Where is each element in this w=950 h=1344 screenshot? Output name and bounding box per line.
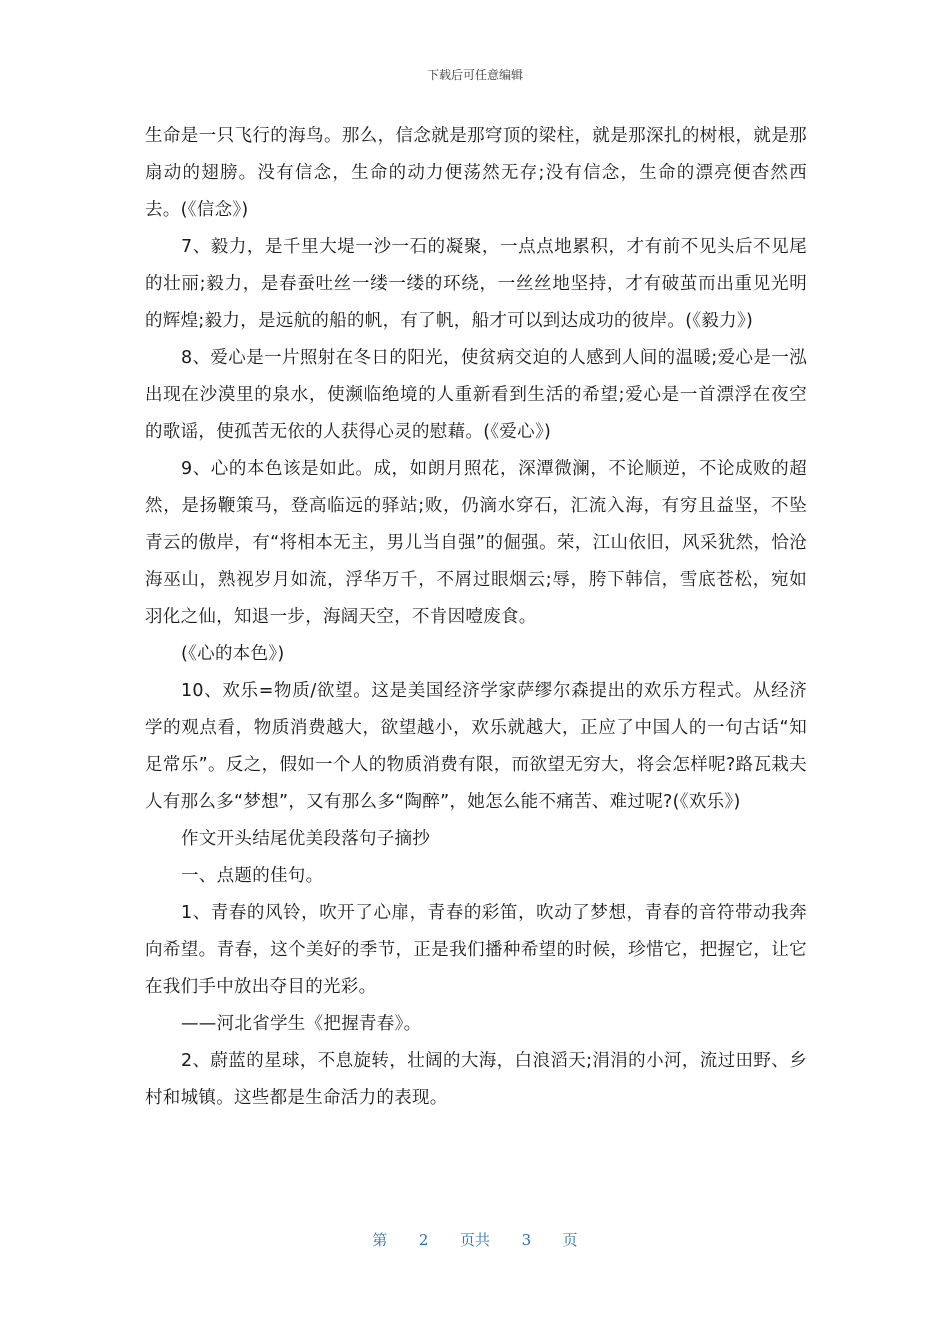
- paragraph-qingchun-source: ——河北省学生《把握青春》。: [181, 1014, 422, 1034]
- paragraph-xingqiu: 2、蔚蓝的星球，不息旋转，壮阔的大海，白浪滔天;涓涓的小河，流过田野、乡村和城镇。这些都是生命活力的表现。: [145, 1051, 807, 1108]
- paragraph-yili: 7、毅力，是千里大堤一沙一石的凝聚，一点点地累积，才有前不见头后不见尾的壮丽;毅力，是春蚕吐丝一缕一缕的环绕，一丝丝地坚持，才有破茧而出重见光明的辉煌;毅力，是远航的船的帆，有了帆，船才可以到达成功的彼岸。(《毅力》): [145, 237, 807, 331]
- paragraph-xin-de-bense: 9、心的本色该是如此。成，如朗月照花，深潭微澜，不论顺逆，不论成败的超然，是扬鞭策马，登高临远的驿站;败，仍滴水穿石，汇流入海，有穷且益坚，不坠青云的傲岸，有“将相本无主，男儿当自强”的倔强。荣，江山依旧，风采犹然，恰沧海巫山，熟视岁月如流，浮华万千，不屑过眼烟云;辱，胯下韩信，雪底苍松，宛如羽化之仙，知退一步，海阔天空，不肯因噎废食。: [145, 459, 807, 627]
- paragraph-aixin: 8、爱心是一片照射在冬日的阳光，使贫病交迫的人感到人间的温暖;爱心是一泓出现在沙漠里的泉水，使濒临绝境的人重新看到生活的希望;爱心是一首漂浮在夜空的歌谣，使孤苦无依的人获得心灵的慰藉。(《爱心》): [145, 348, 807, 442]
- document-body: [145, 118, 807, 1117]
- page-header: 下载后可任意编辑: [426, 68, 523, 82]
- page-footer: [0, 1229, 950, 1250]
- paragraph-xinnian: 生命是一只飞行的海鸟。那么，信念就是那穹顶的梁柱，就是那深扎的树根，就是那扇动的翅膀。没有信念，生命的动力便荡然无存;没有信念，生命的漂亮便杳然西去。(《信念》): [145, 126, 807, 220]
- footer-di: 第: [372, 1231, 388, 1249]
- paragraph-huanle: 10、欢乐=物质/欲望。这是美国经济学家萨缪尔森提出的欢乐方程式。从经济学的观点看，物质消费越大，欲望越小，欢乐就越大，正应了中国人的一句古话“知足常乐”。反之，假如一个人的物质消费有限，而欲望无穷大，将会怎样呢?路瓦栽夫人有那么多“梦想”，又有那么多“陶醉”，她怎么能不痛苦、难过呢?(《欢乐》): [145, 681, 807, 812]
- paragraph-qingchun: 1、青春的风铃，吹开了心扉，青春的彩笛，吹动了梦想，青春的音符带动我奔向希望。青春，这个美好的季节，正是我们播种希望的时候，珍惜它，把握它，让它在我们手中放出夺目的光彩。: [145, 903, 807, 997]
- section-heading: 作文开头结尾优美段落句子摘抄: [181, 829, 431, 849]
- footer-page-number: 2: [418, 1231, 429, 1249]
- footer-total-pages: 3: [521, 1231, 532, 1249]
- subsection-heading: 一、点题的佳句。: [181, 866, 324, 886]
- footer-ye-gong: 页共: [459, 1231, 490, 1249]
- paragraph-xin-de-bense-source: (《心的本色》): [181, 644, 285, 664]
- footer-ye: 页: [562, 1231, 578, 1249]
